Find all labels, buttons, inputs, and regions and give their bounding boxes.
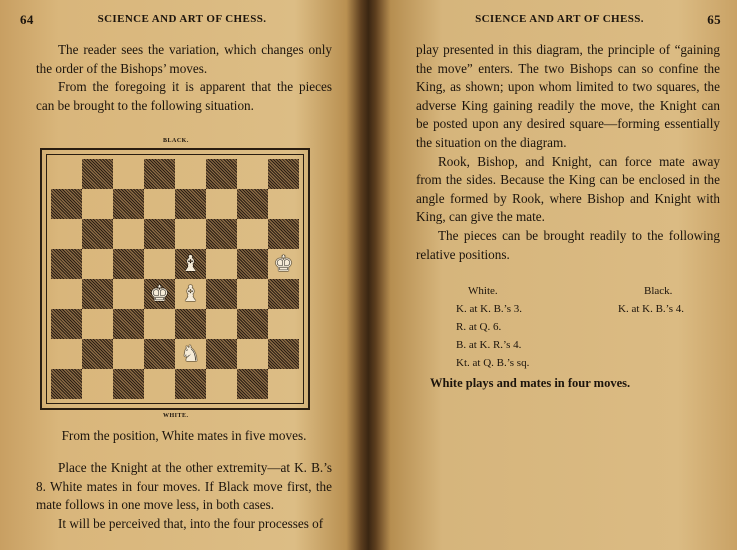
board-square-b5 (82, 249, 113, 279)
paragraph: The pieces can be brought readily to the following relative positions. (416, 227, 720, 262)
board-square-c1 (113, 369, 144, 399)
board-square-h8 (268, 159, 299, 189)
board-square-b6 (82, 219, 113, 249)
board-square-h2 (268, 339, 299, 369)
board-square-e3 (175, 309, 206, 339)
board-square-a3 (51, 309, 82, 339)
board-square-f8 (206, 159, 237, 189)
chess-piece-h5: ♚ (273, 251, 294, 276)
board-square-g1 (237, 369, 268, 399)
board-square-a4 (51, 279, 82, 309)
board-square-a5 (51, 249, 82, 279)
chess-board (40, 148, 310, 410)
board-square-c7 (113, 189, 144, 219)
running-head-left: SCIENCE AND ART OF CHESS. (97, 13, 267, 25)
board-top-label: BLACK. (163, 138, 189, 144)
board-square-f4 (206, 279, 237, 309)
left-text-bottom (36, 459, 332, 533)
left-header (20, 12, 344, 28)
board-square-e8 (175, 159, 206, 189)
board-grid (51, 159, 299, 399)
chess-piece-d4: ♚ (149, 281, 170, 306)
black-piece: K. at K. B.’s 4. (618, 303, 684, 315)
board-square-b3 (82, 309, 113, 339)
board-square-b4 (82, 279, 113, 309)
board-square-e6 (175, 219, 206, 249)
board-square-e1 (175, 369, 206, 399)
white-piece: R. at Q. 6. (456, 321, 502, 333)
board-square-d3 (144, 309, 175, 339)
board-square-b1 (82, 369, 113, 399)
board-square-g4 (237, 279, 268, 309)
left-text-top (36, 41, 332, 115)
white-piece: B. at K. R.’s 4. (456, 339, 522, 351)
board-square-e7 (175, 189, 206, 219)
board-square-f1 (206, 369, 237, 399)
board-square-e5 (175, 249, 206, 279)
board-caption: From the position, White mates in five moves. (61, 428, 307, 443)
paragraph: It will be perceived that, into the four processes of (58, 515, 324, 531)
paragraph: play presented in this diagram, the principle of “gaining the move” enters. The two Bishops can so confine the King, as shown; upon whom limited to two squares, the adverse King gaining readily the move, the Knight can be posted upon any desired square—forming essentially the situation on the diagram. (416, 42, 720, 150)
black-positions (618, 282, 684, 318)
closing-line: White plays and mates in four moves. (430, 376, 631, 390)
board-square-c3 (113, 309, 144, 339)
board-square-g7 (237, 189, 268, 219)
board-square-a8 (51, 159, 82, 189)
board-square-a7 (51, 189, 82, 219)
page-number-right: 65 (707, 12, 721, 27)
board-square-f2 (206, 339, 237, 369)
black-heading: Black. (644, 285, 673, 297)
board-square-h5 (268, 249, 299, 279)
board-square-b7 (82, 189, 113, 219)
board-square-d7 (144, 189, 175, 219)
board-square-f3 (206, 309, 237, 339)
board-square-a1 (51, 369, 82, 399)
board-square-h3 (268, 309, 299, 339)
board-square-d1 (144, 369, 175, 399)
board-square-c4 (113, 279, 144, 309)
white-piece: Kt. at Q. B.’s sq. (456, 357, 530, 369)
board-square-e4 (175, 279, 206, 309)
board-square-h4 (268, 279, 299, 309)
right-page (378, 0, 737, 550)
running-head-right: SCIENCE AND ART OF CHESS. (475, 13, 644, 25)
right-header (398, 12, 721, 28)
page-number-left: 64 (20, 12, 34, 27)
board-square-d8 (144, 159, 175, 189)
left-page (0, 0, 360, 550)
chess-piece-e5: ♝ (180, 251, 201, 276)
board-square-c6 (113, 219, 144, 249)
board-square-h1 (268, 369, 299, 399)
board-square-d5 (144, 249, 175, 279)
board-square-c8 (113, 159, 144, 189)
paragraph: The reader sees the variation, which changes only the order of the Bishops’ moves. (36, 42, 332, 76)
chess-piece-e2: ♞ (180, 341, 201, 366)
board-square-d4 (144, 279, 175, 309)
board-square-a6 (51, 219, 82, 249)
board-square-c5 (113, 249, 144, 279)
board-square-b8 (82, 159, 113, 189)
board-square-d6 (144, 219, 175, 249)
board-square-g6 (237, 219, 268, 249)
board-square-g2 (237, 339, 268, 369)
board-square-f7 (206, 189, 237, 219)
white-heading: White. (468, 285, 498, 297)
board-square-g5 (237, 249, 268, 279)
board-square-h6 (268, 219, 299, 249)
board-square-d2 (144, 339, 175, 369)
board-square-f6 (206, 219, 237, 249)
board-square-f5 (206, 249, 237, 279)
board-bottom-label: WHITE. (163, 413, 189, 419)
right-text (416, 41, 720, 264)
board-square-b2 (82, 339, 113, 369)
chess-piece-e4: ♝ (180, 281, 201, 306)
board-square-h7 (268, 189, 299, 219)
board-square-g8 (237, 159, 268, 189)
paragraph: Place the Knight at the other extremity—at K. B.’s 8. White mates in four moves. If Black move first, the mate follows in one move less, in both cases. (36, 460, 332, 513)
paragraph: Rook, Bishop, and Knight, can force mate away from the sides. Because the King can be enclosed in the angle formed by Rook, where Bishop and Knight with King, can give the mate. (416, 153, 720, 225)
board-square-c2 (113, 339, 144, 369)
board-square-g3 (237, 309, 268, 339)
paragraph: From the foregoing it is apparent that the pieces can be brought to the following situation. (36, 79, 332, 113)
board-square-a2 (51, 339, 82, 369)
white-positions (456, 282, 529, 372)
board-square-e2 (175, 339, 206, 369)
white-piece: K. at K. B.’s 3. (456, 303, 522, 315)
